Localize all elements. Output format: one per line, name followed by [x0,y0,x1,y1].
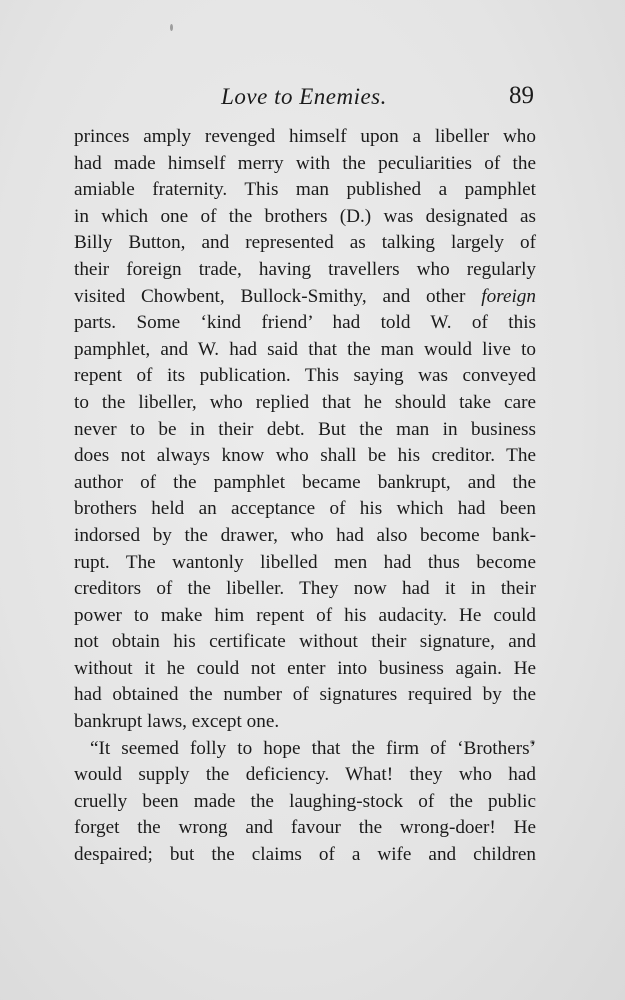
text-line: pamphlet, and W. had said that the man would live to [74,338,536,360]
text-line: had made himself merry with the peculiarities of the [74,152,536,174]
text-line: not obtain his certificate without their signature, and [74,631,536,653]
italic-word: foreign [481,285,536,307]
text-line: creditors of the libeller. They now had it in their [74,578,536,600]
running-head: Love to Enemies. [221,84,387,109]
ink-speck [170,24,173,31]
text-line: without it he could not enter into business again. He [74,657,536,679]
text-line: never to be in their debt. But the man in business [74,418,536,440]
text-line: parts. Some ‘kind friend’ had told W. of this [74,312,536,334]
text-line: cruelly been made the laughing-stock of the public [74,790,536,812]
text-line: amiable fraternity. This man published a pamphlet [74,179,536,201]
text-line: author of the pamphlet became bankrupt, and the [74,471,536,493]
body-text [74,124,536,869]
text-line: forget the wrong and favour the wrong-doer! He [74,817,536,839]
text-line: does not always know who shall be his creditor. The [74,445,536,467]
text-line: despaired; but the claims of a wife and children [74,844,536,866]
text-line: power to make him repent of his audacity. He could [74,604,536,626]
page-header [74,80,534,116]
text-line: “It seemed folly to hope that the firm of ‘Brothers’ [90,737,536,759]
text-line: their foreign trade, having travellers who regularly [74,258,536,280]
page-number: 89 [509,82,534,109]
text-line: would supply the deficiency. What! they who had [74,764,536,786]
text-line: had obtained the number of signatures required by the [74,684,536,706]
text-line-with-italic [74,284,536,311]
text-line: brothers held an acceptance of his which had been [74,498,536,520]
text-line: repent of its publication. This saying was conveyed [74,365,536,387]
text-line: in which one of the brothers (D.) was designated as [74,205,536,227]
text-line: bankrupt laws, except one. [74,711,280,733]
text-line: princes amply revenged himself upon a libeller who [74,126,536,147]
text-line: rupt. The wantonly libelled men had thus become [74,551,536,573]
text-line: to the libeller, who replied that he should take care [74,391,536,413]
text-fragment: visited Chowbent, Bullock-Smithy, and other [74,285,482,307]
text-line: indorsed by the drawer, who had also become bank- [74,524,536,546]
text-line: Billy Button, and represented as talking largely of [74,232,536,254]
